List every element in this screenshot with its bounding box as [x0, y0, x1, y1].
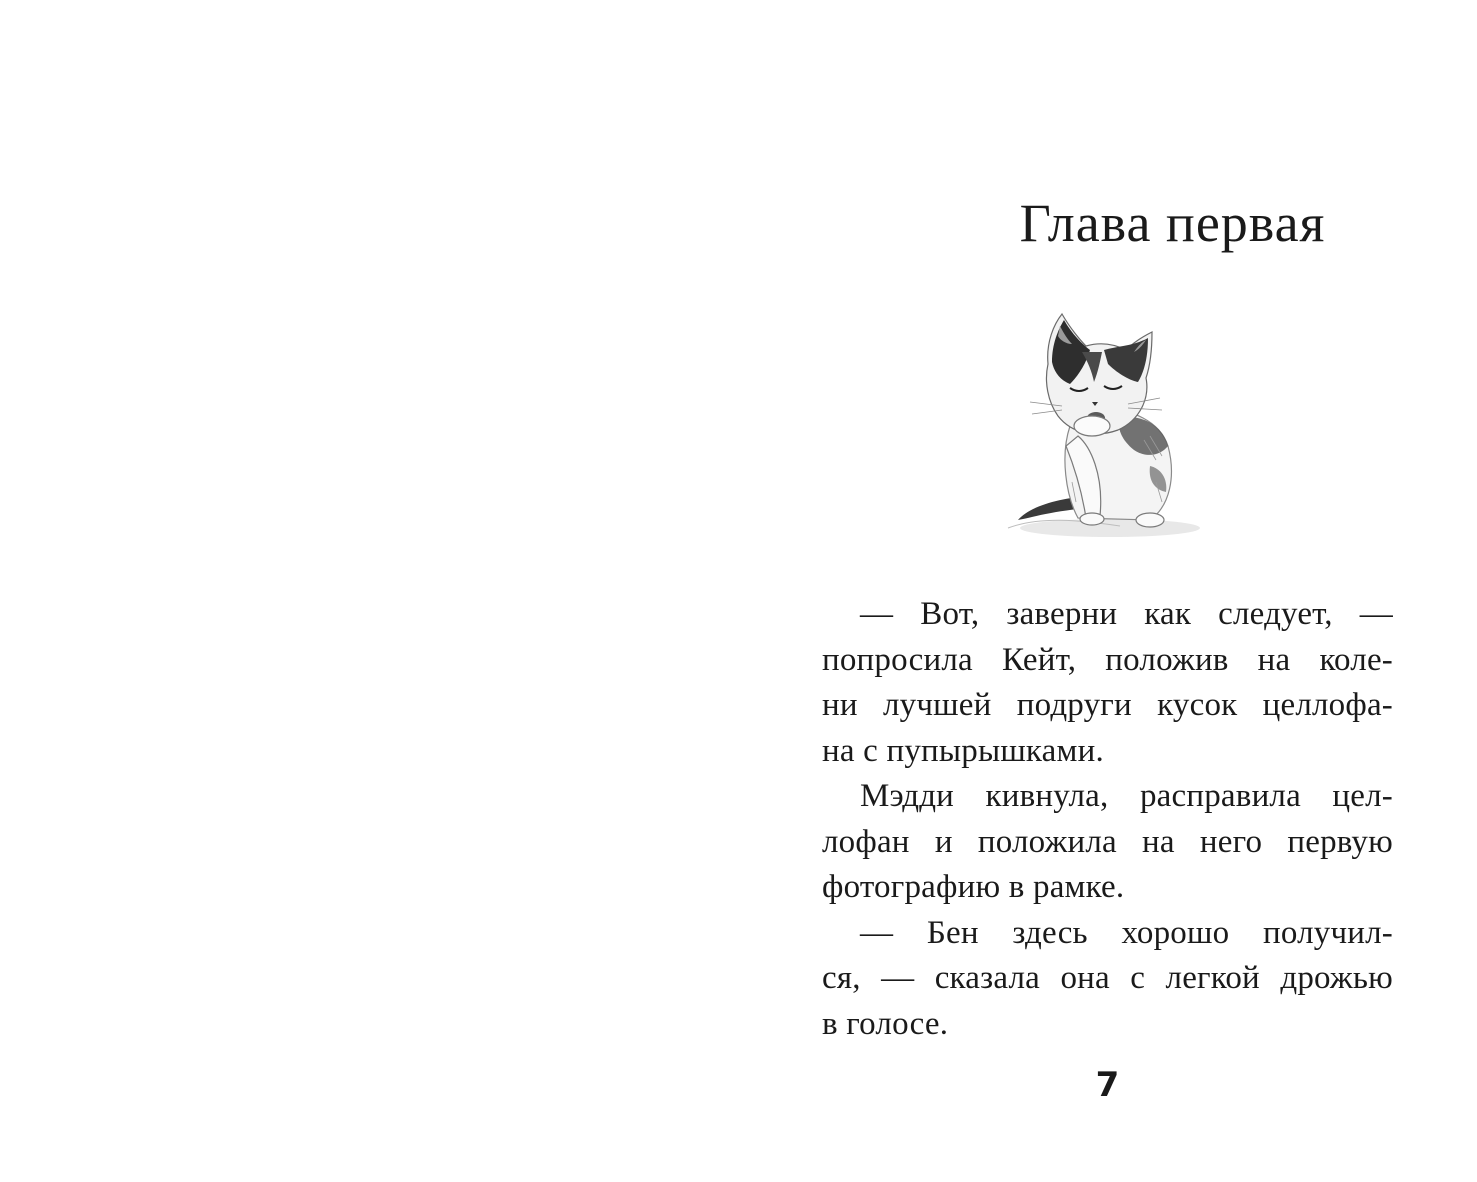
text-line: — Вот, заверни как следует, —	[860, 596, 1393, 632]
text-line: ни лучшей подруги кусок целлофа-	[822, 687, 1393, 723]
chapter-body-text	[822, 592, 1393, 1047]
text-line: в голосе.	[822, 1005, 949, 1042]
text-line: Мэдди кивнула, расправила цел-	[860, 778, 1393, 814]
text-line: попросила Кейт, положив на коле-	[822, 641, 1393, 678]
text-line: — Бен здесь хорошо получил-	[860, 914, 1393, 951]
text-line: лофан и положила на него первую	[822, 823, 1393, 860]
kitten-washing-icon	[1000, 306, 1200, 546]
left-page-blank	[0, 0, 738, 1182]
text-line: ся, — сказала она с легкой дрожью	[822, 960, 1393, 996]
right-page	[738, 0, 1477, 1182]
page-number: 7	[1095, 1065, 1120, 1105]
text-line: фотографию в рамке.	[822, 869, 1125, 905]
text-line: на с пупырышками.	[822, 732, 1104, 769]
chapter-title: Глава первая	[1019, 193, 1326, 253]
